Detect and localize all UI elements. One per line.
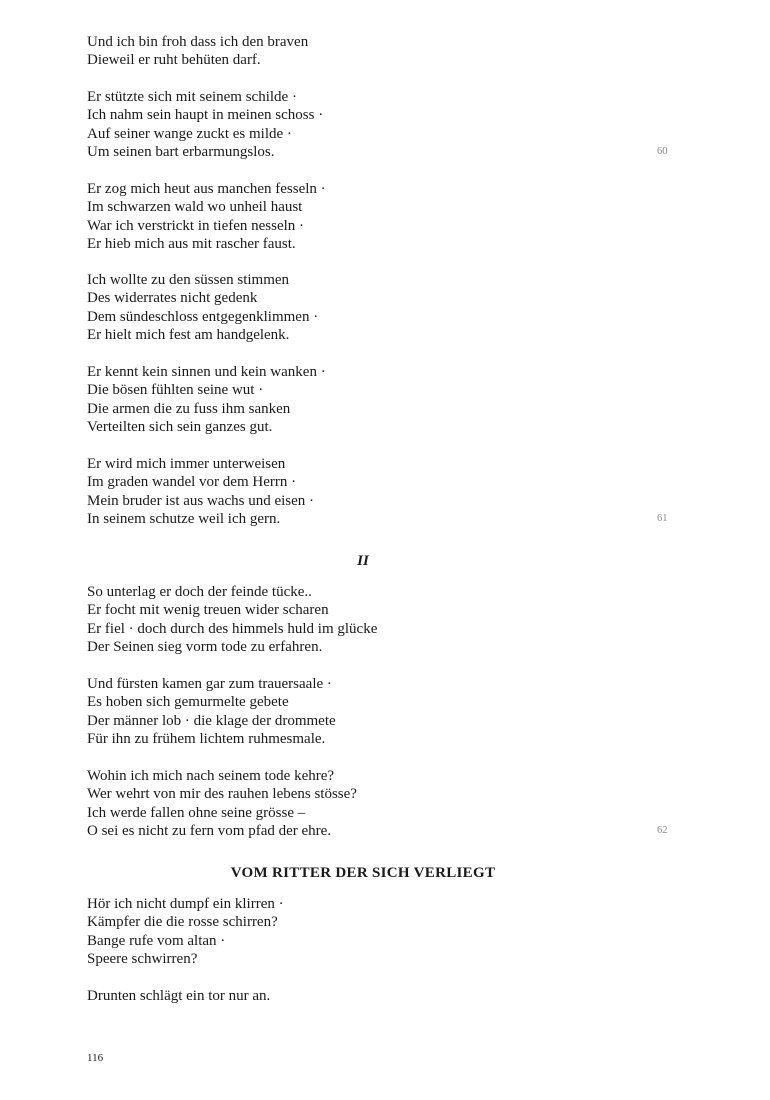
stanza — [87, 583, 647, 657]
verse-line: Und ich bin froh dass ich den braven — [87, 34, 309, 50]
verse-line: Er wird mich immer unterweisen — [87, 456, 286, 472]
verse-line: War ich verstrickt in tiefen nesseln · — [87, 217, 305, 234]
verse-line: Und fürsten kamen gar zum trauersaale · — [87, 676, 332, 692]
margin-line-number: 62 — [657, 825, 668, 836]
verse-line: Hör ich nicht dumpf ein klirren · — [87, 896, 284, 912]
verse-line: Speere schwirren? — [87, 951, 198, 968]
verse-line: Des widerrates nicht gedenk — [87, 290, 258, 307]
stanza — [87, 767, 647, 841]
verse-line: Der Seinen sieg vorm tode zu erfahren. — [87, 639, 323, 656]
verse-line: Er hieb mich aus mit rascher faust. — [87, 236, 296, 253]
verse-line: O sei es nicht zu fern vom pfad der ehre. — [87, 823, 332, 840]
page-number: 116 — [87, 1052, 104, 1064]
verse-line: Drunten schlägt ein tor nur an. — [87, 988, 271, 1004]
stanza — [87, 33, 647, 70]
verse-line: Es hoben sich gemurmelte gebete — [87, 694, 289, 711]
verse-line: Mein bruder ist aus wachs und eisen · — [87, 492, 315, 509]
poem-title: VOM RITTER DER SICH VERLIEGT — [230, 865, 496, 881]
stanza — [87, 895, 647, 969]
stanza — [87, 88, 647, 162]
stanza — [87, 987, 647, 1005]
verse-line: Bange rufe vom altan · — [87, 932, 226, 949]
stanza — [87, 455, 647, 529]
verse-line: Auf seiner wange zuckt es milde · — [87, 125, 292, 142]
verse-line: Er kennt kein sinnen und kein wanken · — [87, 364, 326, 380]
verse-line: Wer wehrt von mir des rauhen lebens stösse? — [87, 786, 357, 803]
verse-line: Um seinen bart erbarmungslos. — [87, 144, 275, 161]
verse-line: In seinem schutze weil ich gern. — [87, 511, 281, 528]
verse-line: Ich werde fallen ohne seine grösse – — [87, 804, 306, 821]
verse-line: Dem sündeschloss entgegenklimmen · — [87, 308, 319, 325]
verse-line: So unterlag er doch der feinde tücke.. — [87, 584, 312, 600]
verse-line: Er hielt mich fest am handgelenk. — [87, 327, 290, 344]
verse-line: Ich nahm sein haupt in meinen schoss · — [87, 107, 324, 124]
stanza — [87, 675, 647, 749]
verse-line: Die armen die zu fuss ihm sanken — [87, 400, 291, 417]
verse-line: Der männer lob · die klage der drommete — [87, 712, 336, 729]
verse-line: Ich wollte zu den süssen stimmen — [87, 272, 290, 288]
stanza — [87, 271, 647, 345]
stanza — [87, 363, 647, 437]
verse-line: Im schwarzen wald wo unheil haust — [87, 199, 303, 216]
verse-line: Die bösen fühlten seine wut · — [87, 382, 264, 399]
stanza — [87, 180, 647, 254]
verse-line: Dieweil er ruht behüten darf. — [87, 52, 261, 69]
margin-line-number: 61 — [657, 513, 668, 524]
verse-line: Im graden wandel vor dem Herrn · — [87, 474, 297, 491]
verse-line: Er focht mit wenig treuen wider scharen — [87, 602, 329, 619]
verse-line: Für ihn zu frühem lichtem ruhmesmale. — [87, 731, 326, 748]
verse-line: Er fiel · doch durch des himmels huld im glücke — [87, 620, 378, 637]
margin-line-number: 60 — [657, 146, 668, 157]
section-heading: II — [357, 553, 369, 569]
verse-line: Wohin ich mich nach seinem tode kehre? — [87, 768, 335, 784]
verse-line: Er zog mich heut aus manchen fesseln · — [87, 181, 326, 197]
verse-line: Kämpfer die die rosse schirren? — [87, 914, 278, 931]
verse-line: Er stützte sich mit seinem schilde · — [87, 89, 297, 105]
verse-line: Verteilten sich sein ganzes gut. — [87, 419, 273, 436]
